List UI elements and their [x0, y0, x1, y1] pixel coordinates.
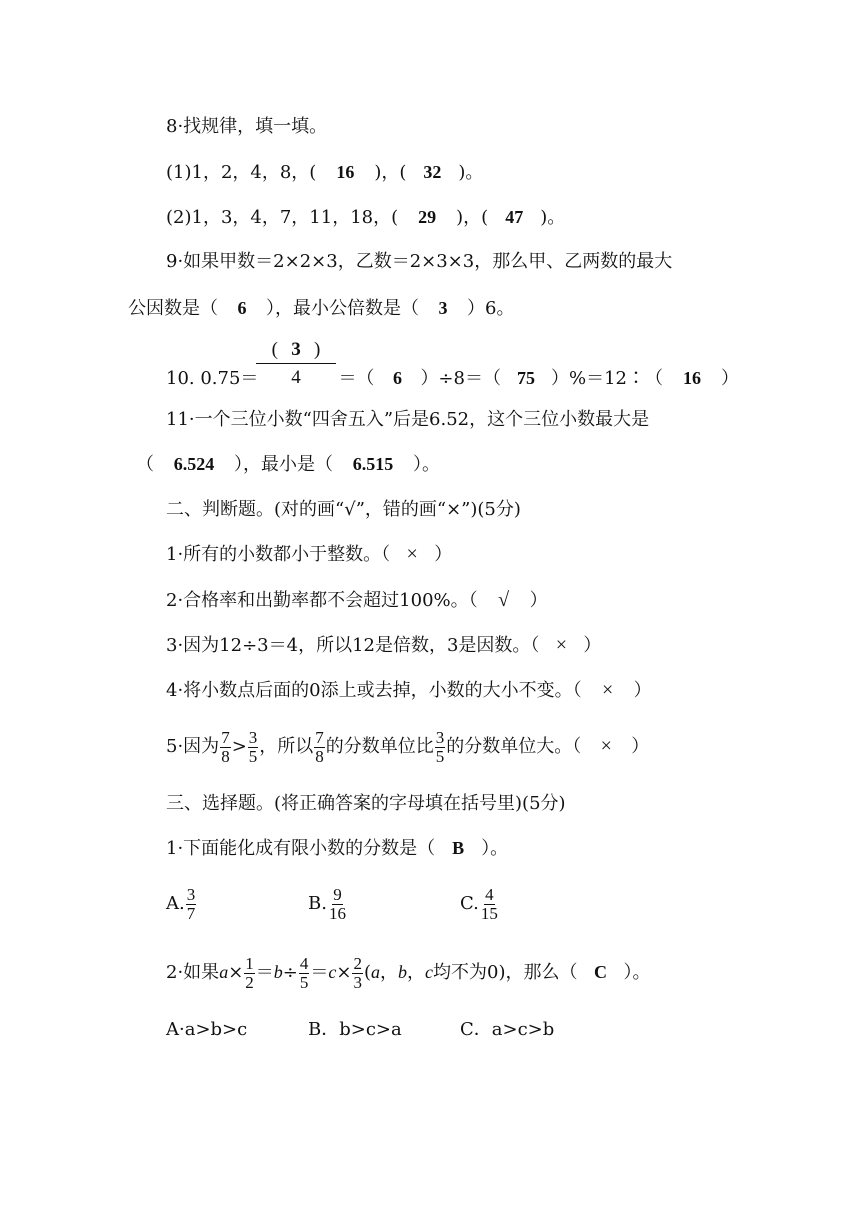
sec3-q2-option-c: C．a>c>b: [460, 1019, 555, 1040]
var-b: b: [398, 962, 407, 982]
section3-heading: 三、选择题。(将正确答案的字母填在括号里)(5分): [166, 793, 566, 814]
option-b-label: B.: [308, 893, 327, 914]
q10-answer1: 6: [392, 368, 402, 388]
q10-pct: ）%＝12∶（: [550, 368, 663, 389]
cond-text: 均不为0)，那么（: [433, 962, 578, 983]
fraction-4-15: [480, 886, 499, 923]
var-a: a: [219, 962, 229, 982]
sec3-q1-end: ）。: [481, 838, 509, 859]
q8-p2-mid: )，(: [456, 207, 489, 228]
q8-p2-end: )。: [540, 207, 566, 228]
sec2-item-4-end: ）: [633, 680, 652, 701]
frac-den: 5: [248, 746, 258, 766]
sec3-q1: [166, 836, 508, 861]
q11-answer2: 6.515: [352, 454, 394, 474]
q9-line2-start: 公因数是（: [128, 298, 218, 319]
frac-den: 15: [480, 903, 498, 923]
frac-den: 7: [186, 903, 196, 923]
frac-den: 5: [299, 972, 309, 992]
sec3-q1-option-b: [308, 882, 348, 926]
option-a-label: A.: [166, 893, 185, 914]
fraction-2-3: [352, 955, 363, 992]
option-c-label: C.: [460, 893, 479, 914]
frac-num: 3: [186, 884, 196, 904]
fraction-4-5: [299, 955, 310, 992]
q9-answer1: 6: [237, 298, 247, 318]
frac-num: 7: [315, 727, 324, 747]
fraction-3-5: [435, 729, 446, 766]
times-sign: ×: [336, 962, 352, 983]
q11-answer1: 6.524: [173, 454, 215, 474]
sec2-item-2: [166, 588, 548, 613]
sec2-item-1-answer: ×: [406, 543, 418, 565]
fraction-3-5: [248, 729, 259, 766]
sec2-item-5-answer: ×: [600, 735, 612, 757]
sec2-item-5-p2: ，所以: [259, 736, 314, 757]
sec2-item-1: [166, 542, 452, 567]
sec3-q1-option-c: [460, 882, 500, 926]
q11-line1: 11·一个三位小数“四舍五入”后是6.52，这个三位小数最大是: [166, 409, 650, 430]
q9-line2: [128, 296, 514, 321]
q9-answer2: 3: [438, 298, 448, 318]
sec2-item-5: [166, 724, 649, 769]
q8-p2-text: (2)1，3，4，7，11，18，(: [166, 207, 399, 228]
q8-p1-mid: )，(: [374, 162, 407, 183]
frac-num: 4: [299, 953, 309, 973]
sec3-q2-option-a: A·a>b>c: [166, 1019, 248, 1040]
q8-p1-answer2: 32: [423, 162, 442, 182]
sec3-q2: [166, 950, 650, 995]
q10-fraction-numerator: [256, 337, 336, 364]
q10-answer2: 75: [516, 368, 535, 388]
q9-line2-mid: ），最小公倍数是（: [266, 298, 419, 319]
frac-num: 3: [435, 727, 445, 747]
q10-fraction-denominator: 4: [291, 367, 301, 388]
q10-end: ）: [721, 368, 739, 389]
fraction-3-7: [186, 886, 197, 923]
section2-heading: 二、判断题。(对的画“√”，错的画“×”)(5分): [166, 499, 521, 520]
frac-den: 8: [315, 746, 324, 766]
sec3-q2-answer: C: [593, 962, 607, 982]
sec2-item-2-text: 2·合格率和出勤率都不会超过100%。（: [166, 590, 478, 611]
fraction-1-2: [244, 955, 255, 992]
var-c: c: [328, 962, 337, 982]
frac-den: 16: [328, 903, 346, 923]
frac-num: 7: [221, 727, 230, 747]
frac-den: 2: [245, 972, 254, 992]
sec2-item-4: [166, 678, 652, 703]
sec2-item-4-text: 4·将小数点后面的0添上或去掉，小数的大小不变。（: [166, 680, 582, 701]
q11-line2: [136, 452, 440, 477]
fraction-7-8: [314, 729, 325, 766]
q10-div: ）÷8＝（: [420, 368, 501, 389]
sec3-q1-text: 1·下面能化成有限小数的分数是（: [166, 838, 436, 859]
comma: ，: [380, 962, 398, 983]
sec2-item-3-end: ）: [583, 635, 602, 656]
divide-sign: ÷: [282, 962, 298, 983]
q9-line2-end: ）6。: [467, 298, 515, 319]
q8-part1: [166, 160, 483, 185]
sec3-q2-p1: 2·如果: [166, 962, 220, 983]
sec2-item-2-answer: √: [498, 589, 510, 611]
sec2-item-3-answer: ×: [555, 634, 568, 656]
q10-num-open: (: [271, 339, 278, 360]
sec3-q1-answer: B: [452, 838, 465, 858]
cond-open: (: [363, 962, 371, 983]
fraction-9-16: [328, 886, 347, 923]
sec2-item-3: [166, 633, 601, 658]
sec2-item-5-p4: 的分数单位大。（: [446, 736, 582, 757]
frac-num: 2: [353, 953, 362, 973]
var-c: c: [425, 962, 433, 982]
q11-line2-mid: ），最小是（: [234, 454, 333, 475]
q8-p2-answer1: 29: [418, 207, 437, 227]
sec3-q2-end: ）。: [623, 962, 651, 983]
q10-eq1: ＝（: [338, 368, 375, 389]
sec2-item-1-end: ）: [434, 544, 453, 565]
sec2-item-3-text: 3·因为12÷3＝4，所以12是倍数，3是因数。（: [166, 635, 540, 656]
q10-num-close: ): [314, 339, 321, 360]
sec2-item-4-answer: ×: [601, 679, 614, 701]
sec2-item-1-text: 1·所有的小数都小于整数。（: [166, 544, 391, 565]
frac-num: 9: [333, 884, 342, 904]
var-a: a: [371, 962, 380, 982]
frac-num: 1: [245, 953, 254, 973]
q8-p1-end: )。: [458, 162, 484, 183]
fraction-7-8: [220, 729, 231, 766]
q10-start: 10. 0.75＝: [166, 368, 259, 389]
q10-answer3: 16: [683, 368, 701, 388]
q8-p1-answer1: 16: [336, 162, 355, 182]
q8-p1-text: (1)1，2，4，8，(: [166, 162, 317, 183]
var-b: b: [273, 962, 283, 982]
equals-sign: ＝: [255, 962, 274, 983]
q11-line2-end: ）。: [413, 454, 440, 475]
q10-line: [166, 366, 739, 391]
equals-sign: ＝: [310, 962, 329, 983]
sec2-item-5-end: ）: [631, 736, 650, 757]
q8-p2-answer2: 47: [505, 207, 524, 227]
frac-num: 4: [485, 884, 494, 904]
frac-den: 3: [353, 972, 362, 992]
frac-num: 3: [248, 727, 258, 747]
q11-line2-start: （: [136, 454, 154, 475]
sec3-q1-option-a: [166, 882, 197, 926]
q9-line1: 9·如果甲数＝2×2×3，乙数＝2×3×3，那么甲、乙两数的最大: [166, 251, 673, 272]
times-sign: ×: [228, 962, 244, 983]
sec3-q2-option-b: B．b>c>a: [308, 1019, 402, 1040]
greater-than: >: [231, 736, 247, 757]
q8-part2: [166, 205, 565, 230]
comma: ，: [407, 962, 425, 983]
frac-den: 8: [221, 746, 230, 766]
q10-num-answer: 3: [291, 339, 301, 360]
sec2-item-2-end: ）: [529, 590, 548, 611]
sec2-item-5-p1: 5·因为: [166, 736, 220, 757]
frac-den: 5: [435, 746, 445, 766]
sec2-item-5-p3: 的分数单位比: [325, 736, 434, 757]
q8-title: 8·找规律，填一填。: [166, 116, 328, 137]
